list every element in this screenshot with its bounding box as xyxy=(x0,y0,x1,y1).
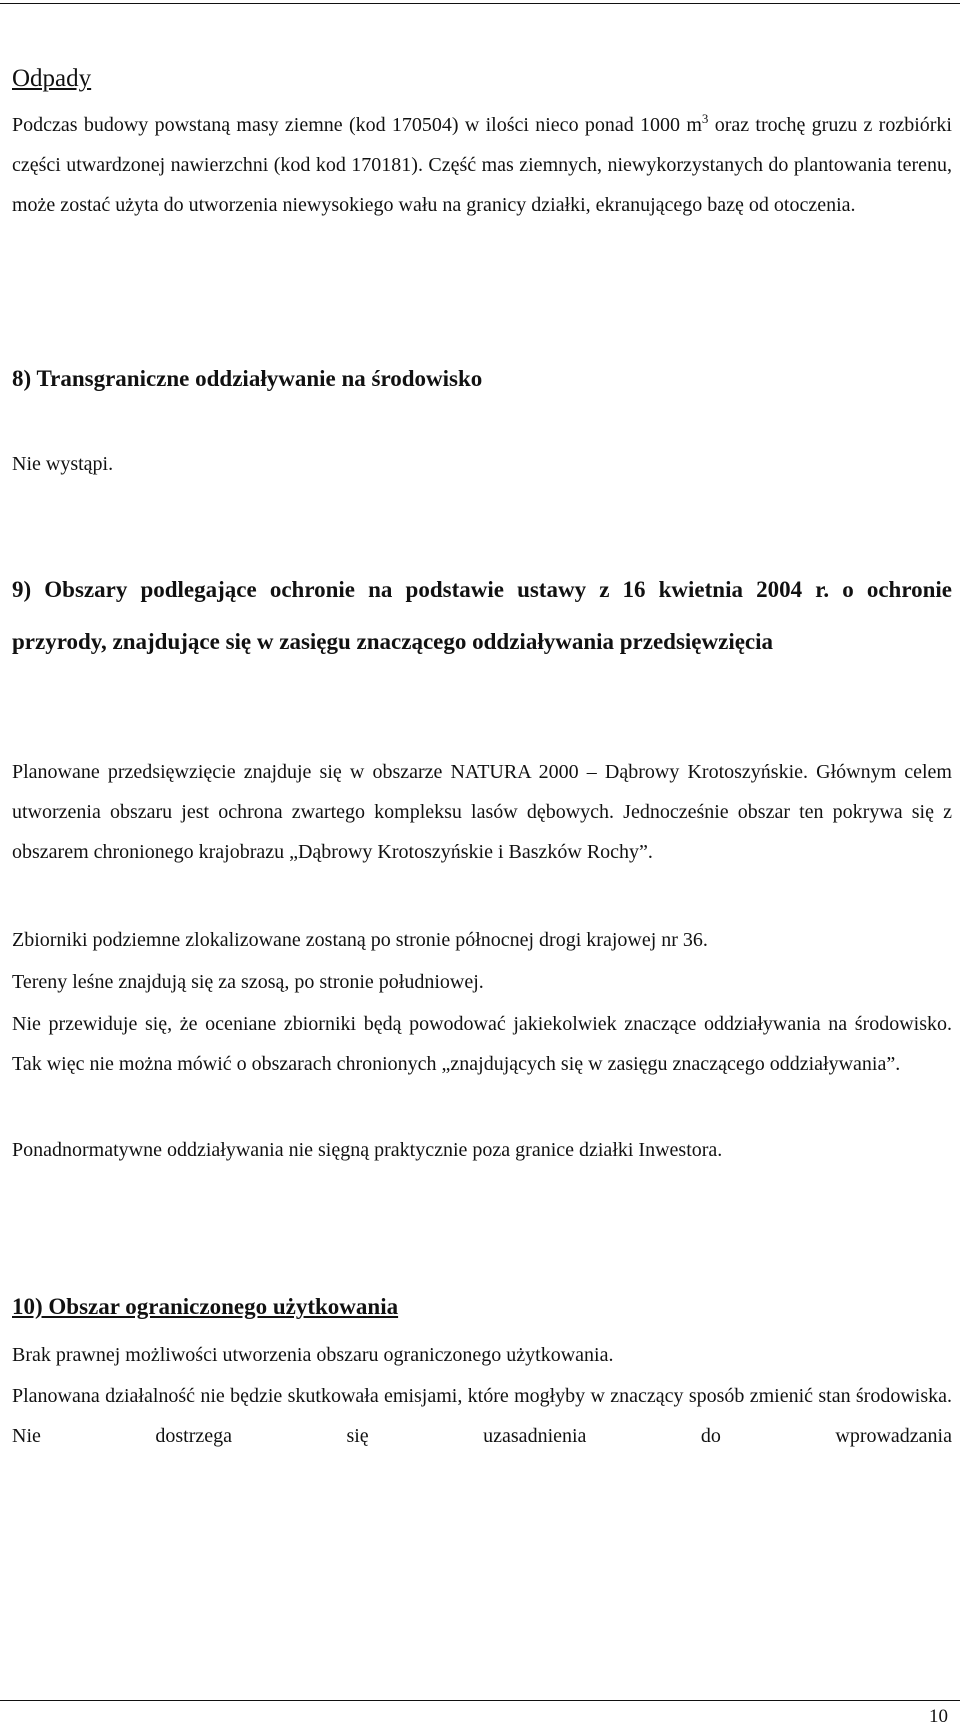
section-title-odpady: Odpady xyxy=(12,65,92,92)
section-9-paragraph-5: Ponadnormatywne oddziaływania nie sięgną praktycznie poza granice działki Inwestora. xyxy=(12,1139,723,1161)
section-title-10: 10) Obszar ograniczonego użytkowania xyxy=(12,1294,399,1319)
odpady-text-part2: oraz trochę gruzu z rozbiórki części utwardzonej nawierzchni (kod kod 170181). Część mas ziemnych, niewykorzystanych do plantowania terenu, może zostać użyta do utworzenia niewysokiego wału na granicy działki, ekranującego bazę od otoczenia. xyxy=(12,114,952,216)
section-title-9: 9) Obszary podlegające ochronie na podstawie ustawy z 16 kwietnia 2004 r. o ochronie przyrody, znajdujące się w zasięgu znaczącego oddziaływania przedsięwzięcia xyxy=(12,577,952,654)
section-10-paragraph-2: Planowana działalność nie będzie skutkowała emisjami, które mogłyby w znaczący sposób zmienić stan środowiska. Nie dostrzega się uzasadnienia do wprowadzania xyxy=(12,1385,952,1447)
section-9-paragraph-2: Zbiorniki podziemne zlokalizowane zostaną po stronie północnej drogi krajowej nr 36. xyxy=(12,929,708,951)
odpady-paragraph xyxy=(12,105,952,225)
section-8-text: Nie wystąpi. xyxy=(12,453,114,475)
section-9-paragraph-3: Tereny leśne znajdują się za szosą, po stronie południowej. xyxy=(12,971,484,993)
footer-rule xyxy=(0,1700,960,1701)
page-number: 10 xyxy=(929,1706,948,1727)
odpady-text-part1: Podczas budowy powstaną masy ziemne (kod 170504) w ilości nieco ponad 1000 m xyxy=(12,114,702,136)
section-9-paragraph-1: Planowane przedsięwzięcie znajduje się w obszarze NATURA 2000 – Dąbrowy Krotoszyńskie. Głównym celem utworzenia obszaru jest ochrona zwartego kompleksu lasów dębowych. Jednocześnie obszar ten pokrywa się z obszarem chronionego krajobrazu „Dąbrowy Krotoszyńskie i Baszków Rochy”. xyxy=(12,761,952,863)
section-10-paragraph-1: Brak prawnej możliwości utworzenia obszaru ograniczonego użytkowania. xyxy=(12,1344,614,1366)
section-title-8: 8) Transgraniczne oddziaływanie na środowisko xyxy=(12,366,483,391)
section-9-paragraph-4: Nie przewiduje się, że oceniane zbiorniki będą powodować jakiekolwiek znaczące oddziaływania na środowisko. Tak więc nie można mówić o obszarach chronionych „znajdujących się w zasięgu znaczącego oddziaływania”. xyxy=(12,1013,952,1075)
superscript-3: 3 xyxy=(701,111,709,126)
top-rule xyxy=(0,3,960,4)
